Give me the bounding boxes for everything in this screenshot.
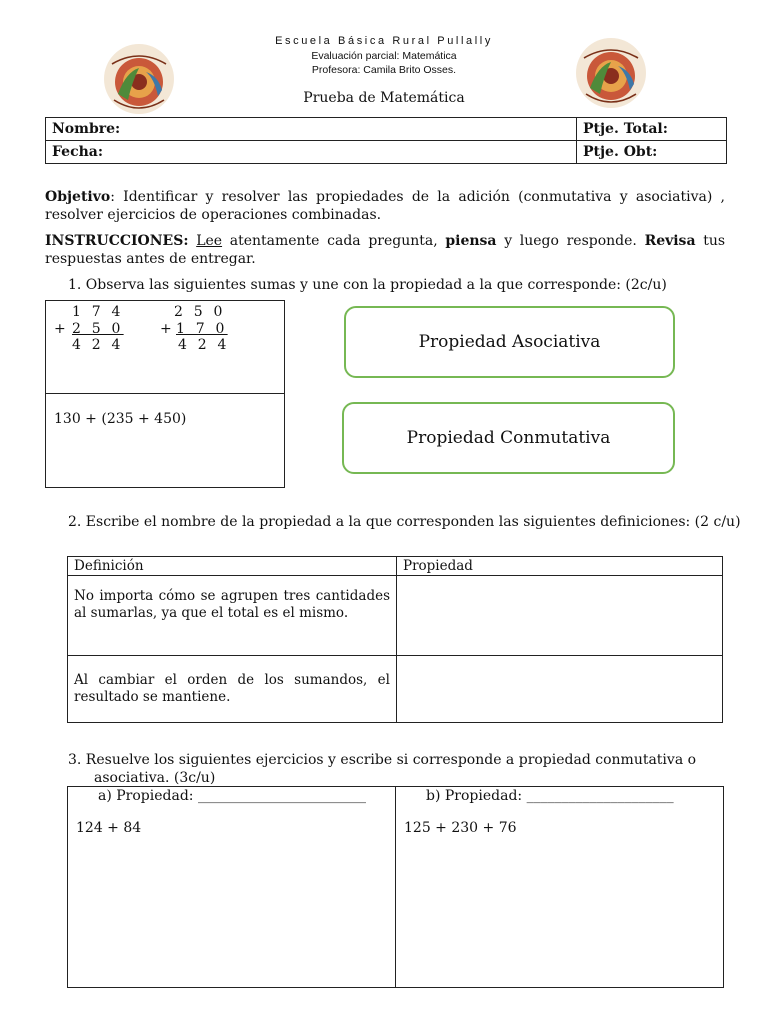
property-commutative-box[interactable] — [342, 402, 675, 474]
question-3-text: 3. Resuelve los siguientes ejercicios y escribe si corresponde a propiedad conmutativa o asociativa. (3c/u) — [68, 752, 697, 786]
obtained-score-label: Ptje. Obt: — [583, 144, 658, 160]
objective-label: Objetivo — [45, 189, 111, 205]
sum-a-bottom: 2 5 0 — [72, 321, 124, 337]
exercise-a-property-line[interactable]: a) Propiedad: ________________________ — [98, 788, 366, 804]
name-label: Nombre: — [52, 121, 121, 137]
exercises-box — [67, 786, 724, 988]
obtained-score-field[interactable] — [577, 141, 727, 164]
total-score-field[interactable] — [577, 118, 727, 141]
teacher-name: Profesora: Camila Brito Osses. — [311, 64, 457, 76]
q1-sums-box — [45, 300, 285, 488]
property-associative-label: Propiedad Asociativa — [418, 332, 601, 352]
sum-b-plus: + — [160, 321, 175, 337]
date-label: Fecha: — [52, 144, 104, 160]
instructions-piensa: piensa — [445, 233, 497, 249]
name-field[interactable] — [46, 118, 577, 141]
instructions-part1: atentamente cada pregunta, — [222, 233, 446, 249]
sum-b-result: 4 2 4 — [178, 337, 230, 353]
exercises-divider — [395, 787, 396, 987]
instructions-revisa: Revisa — [644, 233, 696, 249]
header-property: Propiedad — [397, 557, 723, 576]
school-logo-right — [574, 36, 648, 110]
definitions-table — [67, 556, 723, 723]
date-field[interactable] — [46, 141, 577, 164]
instructions-lee: Lee — [196, 233, 223, 249]
definition-row-1: No importa cómo se agrupen tres cantidades al sumarlas, ya que el total es el mismo. — [68, 576, 397, 656]
exercise-b-expression: 125 + 230 + 76 — [404, 820, 517, 836]
instructions-part2: y luego responde. — [496, 233, 645, 249]
school-name: Escuela Básica Rural Pullally — [275, 35, 493, 47]
total-score-label: Ptje. Total: — [583, 121, 668, 137]
exercise-a-expression: 124 + 84 — [76, 820, 142, 836]
sum-a-plus: + — [54, 321, 69, 337]
exercise-b-property-line[interactable]: b) Propiedad: _____________________ — [426, 788, 674, 804]
sum-b-top: 2 5 0 — [174, 304, 226, 320]
instructions-label: INSTRUCCIONES: — [45, 233, 189, 249]
objective-paragraph — [45, 188, 725, 224]
page-title: Prueba de Matemática — [303, 90, 465, 106]
property-commutative-label: Propiedad Conmutativa — [406, 428, 611, 448]
header-definition: Definición — [68, 557, 397, 576]
school-logo-left — [102, 42, 176, 116]
definition-row-2: Al cambiar el orden de los sumandos, el resultado se mantiene. — [68, 656, 397, 723]
instructions-paragraph — [45, 232, 725, 268]
answer-cell-1[interactable] — [397, 576, 723, 656]
student-info-table — [45, 117, 727, 164]
evaluation-subtitle: Evaluación parcial: Matemática — [311, 50, 457, 62]
q1-box-divider — [46, 393, 284, 394]
sum-a-result: 4 2 4 — [72, 337, 124, 353]
q1-expression: 130 + (235 + 450) — [54, 411, 187, 427]
question-1-text: 1. Observa las siguientes sumas y une con la propiedad a la que corresponde: (2c/u) — [68, 277, 667, 293]
objective-text: : Identificar y resolver las propiedades de la adición (conmutativa y asociativa) , resolver ejercicios de operaciones combinadas. — [45, 189, 725, 223]
sum-a-top: 1 7 4 — [72, 304, 124, 320]
answer-cell-2[interactable] — [397, 656, 723, 723]
instructions-part3: tus respuestas antes de entregar. — [45, 233, 726, 267]
property-associative-box[interactable] — [344, 306, 675, 378]
sum-b-bottom: 1 7 0 — [176, 321, 228, 337]
question-2-text: 2. Escribe el nombre de la propiedad a la que corresponden las siguientes definiciones: (2 c/u) — [68, 514, 741, 530]
